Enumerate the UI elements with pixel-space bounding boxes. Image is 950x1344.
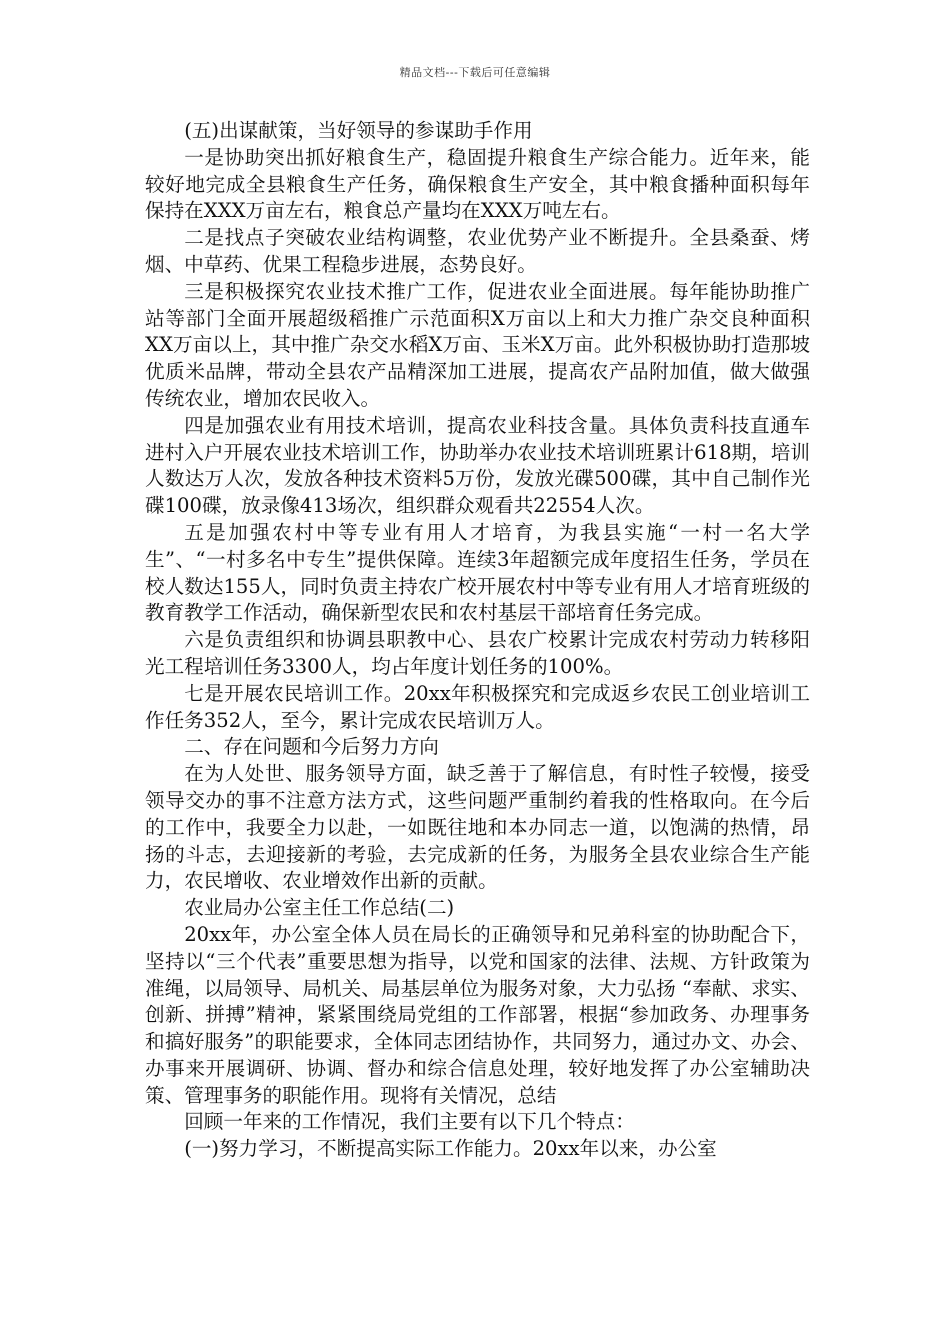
document-body	[145, 118, 810, 1163]
section-heading-5: (五)出谋献策，当好领导的参谋助手作用	[184, 119, 533, 142]
page-header: 精品文档---下载后可任意编辑	[399, 66, 551, 79]
paragraph-structure-adjustment: 二是找点子突破农业结构调整，农业优势产业不断提升。全县桑蚕、烤烟、中草药、优果工程稳步进展，态势良好。	[145, 226, 810, 276]
paragraph-technology-promotion: 三是积极探究农业技术推广工作，促进农业全面进展。每年能协助推广站等部门全面开展超级稻推广示范面积X万亩以上和大力推广杂交良种面积XX万亩以上，其中推广杂交水稻X万亩、玉米X万亩。此外积极协助打造那坡优质米品牌，带动全县农产品精深加工进展，提高农产品附加值，做大做强传统农业，增加农民收入。	[145, 279, 810, 410]
paragraph-labor-transfer: 六是负责组织和协调县职教中心、县农广校累计完成农村劳动力转移阳光工程培训任务3300人，均占年度计划任务的100%。	[145, 628, 810, 678]
paragraph-grain-production: 一是协助突出抓好粮食生产，稳固提升粮食生产综合能力。近年来，能较好地完成全县粮食生产任务，确保粮食生产安全，其中粮食播种面积每年保持在XXX万亩左右，粮食总产量均在XXX万吨左右。	[145, 145, 810, 223]
paragraph-farmer-training: 七是开展农民培训工作。20xx年积极探究和完成返乡农民工创业培训工作任务352人，至今，累计完成农民培训万人。	[145, 681, 810, 732]
paragraph-office-summary: 20xx年，办公室全体人员在局长的正确领导和兄弟科室的协助配合下，坚持以“三个代表”重要思想为指导，以党和国家的法律、法规、方针政策为准绳，以局领导、局机关、局基层单位为服务对象，大力弘扬 “奉献、求实、创新、拼搏”精神，紧紧围绕局党组的工作部署，根据“参加政务、办理事务和搞好服务”的职能要求，全体同志团结协作，共同努力，通过办文、办会、办事来开展调研、协调、督办和综合信息处理，较好地发挥了办公室辅助决策、管理事务的职能作用。现将有关情况，总结	[145, 922, 810, 1107]
paragraph-review: 回顾一年来的工作情况，我们主要有以下几个特点：	[184, 1110, 635, 1134]
paragraph-talent-cultivation: 五是加强农村中等专业有用人才培育，为我县实施“一村一名大学生”、“一村多名中专生”提供保障。连续3年超额完成年度招生任务，学员在校人数达155人，同时负责主持农广校开展农村中等专业有用人才培育班级的教育教学工作活动，确保新型农民和农村基层干部培育任务完成。	[145, 520, 810, 625]
paragraph-technical-training: 四是加强农业有用技术培训，提高农业科技含量。具体负责科技直通车进村入户开展农业技术培训工作，协助举办农业技术培训班累计618期，培训人数达万人次，发放各种技术资料5万份，发放光碟500碟，其中自己制作光碟100碟，放录像413场次，组织群众观看共22554人次。	[145, 413, 810, 518]
document-title-part-2: 农业局办公室主任工作总结(二)	[184, 896, 455, 920]
section-heading-problems: 二、存在问题和今后努力方向	[184, 735, 439, 759]
paragraph-problems: 在为人处世、服务领导方面，缺乏善于了解信息，有时性子较慢，接受领导交办的事不注意方法方式，这些问题严重制约着我的性格取向。在今后的工作中，我要全力以赴，一如既往地和本办同志一道，以饱满的热情，昂扬的斗志，去迎接新的考验，去完成新的任务，为服务全县农业综合生产能力，农民增收、农业增效作出新的贡献。	[145, 762, 810, 893]
paragraph-study: (一)努力学习，不断提高实际工作能力。20xx年以来，办公室	[184, 1137, 717, 1161]
